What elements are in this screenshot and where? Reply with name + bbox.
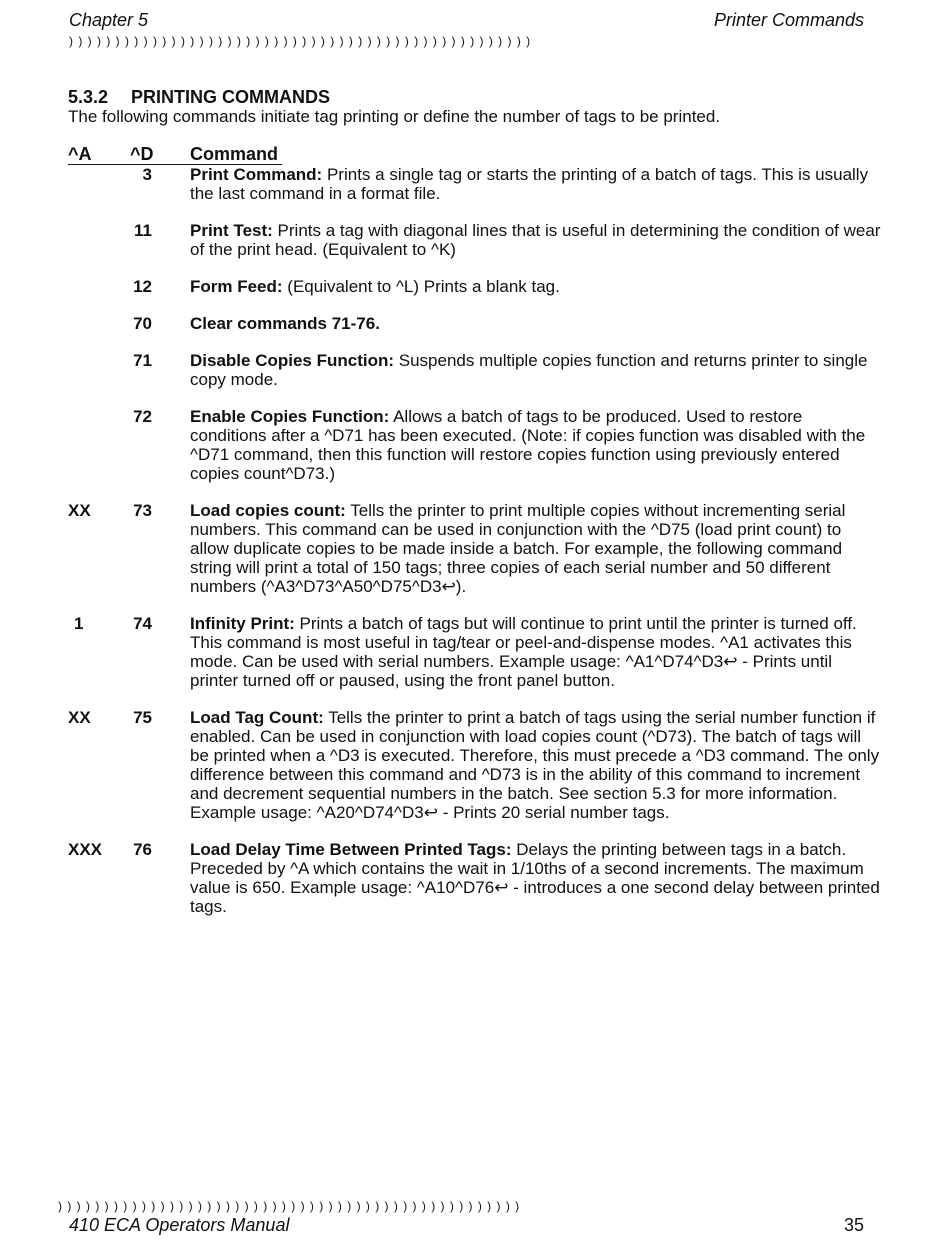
table-row — [68, 501, 883, 596]
row-d-cell — [130, 501, 190, 596]
row-a-value: 1 — [74, 614, 84, 633]
row-term: Load copies count: — [190, 501, 346, 520]
row-d-value: 71 — [133, 351, 152, 370]
row-term: Enable Copies Function: — [190, 407, 390, 426]
section-title: PRINTING COMMANDS — [131, 87, 330, 107]
row-description — [190, 314, 883, 333]
row-description — [190, 840, 883, 916]
row-a-value: XX — [68, 501, 91, 520]
row-desc: Suspends multiple copies function and returns printer to single copy mode. — [190, 351, 868, 389]
section-heading — [68, 88, 883, 107]
row-description — [190, 351, 883, 389]
command-table — [68, 165, 883, 916]
row-d-value: 11 — [134, 221, 152, 240]
row-d-value: 75 — [133, 708, 152, 727]
row-description — [190, 221, 883, 259]
table-row — [68, 614, 883, 690]
row-a-value — [68, 314, 130, 333]
table-row — [68, 221, 883, 259]
row-d-cell — [130, 221, 190, 259]
row-desc: (Equivalent to ^L) Prints a blank tag. — [282, 277, 560, 296]
column-header-d: ^D — [130, 144, 154, 164]
row-a-value — [68, 351, 130, 389]
row-description — [190, 501, 883, 596]
row-d-cell — [130, 708, 190, 822]
row-d-value: 74 — [133, 614, 152, 633]
row-term: Disable Copies Function: — [190, 351, 395, 370]
row-description — [190, 614, 883, 690]
row-desc: Delays the printing between tags in a batch. Preceded by ^A which contains the wait in 1/10ths of a second increments. The maximum value is 650. Example usage: ^A10^D76↩ - introduces a one second delay between printed tags. — [190, 840, 880, 916]
row-term: Load Tag Count: — [190, 708, 324, 727]
section-number: 5.3.2 — [68, 87, 109, 107]
header-decorative-rule: ) ) ) ) ) ) ) ) ) ) ) ) ) ) ) ) ) ) ) ) ) ) ) ) ) ) ) ) ) ) ) ) ) ) ) ) ) ) ) ) ) ) ) ) ) ) ) ) ) ) — [69, 34, 532, 48]
column-header-a: ^A — [68, 144, 92, 164]
table-row — [68, 314, 883, 333]
row-d-cell — [130, 840, 190, 916]
row-term: Clear commands 71-76. — [190, 314, 380, 333]
row-a-value — [68, 221, 130, 259]
row-d-cell — [130, 314, 190, 333]
table-row — [68, 840, 883, 916]
row-d-value: 73 — [133, 501, 152, 520]
row-desc: Prints a batch of tags but will continue to print until the printer is turned off. This command is most useful in tag/tear or peel-and-dispense modes. ^A1 activates this mode. Can be used with serial numbers. Example usage: ^A1^D74^D3↩ - Prints until printer turned off or paused, using the front panel button. — [190, 614, 857, 690]
section-intro: The following commands initiate tag printing or define the number of tags to be printed. — [68, 107, 721, 126]
row-term: Load Delay Time Between Printed Tags: — [190, 840, 512, 859]
row-d-cell — [130, 277, 190, 296]
row-description — [190, 708, 883, 822]
row-a-value — [68, 407, 130, 483]
chapter-label: Chapter 5 — [69, 10, 149, 30]
table-row — [68, 351, 883, 389]
row-d-value: 70 — [133, 314, 152, 333]
table-row — [68, 165, 883, 203]
table-row — [68, 277, 883, 296]
row-desc: Prints a tag with diagonal lines that is useful in determining the condition of wear of the print head. (Equivalent to ^K) — [190, 221, 881, 259]
row-d-value: 3 — [142, 165, 152, 184]
table-row — [68, 407, 883, 483]
row-d-cell — [130, 351, 190, 389]
row-desc: Tells the printer to print multiple copies without incrementing serial numbers. This command can be used in conjunction with the ^D75 (load print count) to allow duplicate copies to be made inside a batch. For example, the following command string will print a total of 150 tags; three copies of each serial number and 50 different numbers (^A3^D73^A50^D75^D3↩). — [190, 501, 846, 596]
table-row — [68, 708, 883, 822]
row-term: Print Command: — [190, 165, 323, 184]
row-desc: Allows a batch of tags to be produced. Used to restore conditions after a ^D71 has been executed. (Note: if copies function was disabled with the ^D71 command, then this function will restore copies function using previously entered copies count^D73.) — [190, 407, 866, 483]
page-content — [68, 88, 883, 934]
manual-title: 410 ECA Operators Manual — [69, 1215, 290, 1235]
column-header-command: Command — [190, 144, 279, 164]
row-description — [190, 165, 883, 203]
row-term: Print Test: — [190, 221, 273, 240]
row-d-value: 76 — [133, 840, 152, 859]
row-a-value: XX — [68, 708, 91, 727]
row-d-cell — [130, 614, 190, 690]
page-number: 35 — [843, 1215, 864, 1235]
row-d-cell — [130, 407, 190, 483]
row-a-value — [68, 277, 130, 296]
row-description — [190, 277, 883, 296]
row-a-value: XXX — [68, 840, 103, 859]
table-header — [68, 144, 282, 165]
row-d-cell — [130, 165, 190, 203]
row-d-value: 12 — [133, 277, 152, 296]
section-running-title: Printer Commands — [713, 10, 864, 30]
row-term: Form Feed: — [190, 277, 283, 296]
row-description — [190, 407, 883, 483]
row-a-value — [68, 165, 130, 203]
row-desc: Tells the printer to print a batch of tags using the serial number function if enabled. Can be used in conjunction with load copies count (^D73). The batch of tags will be printed when a ^D3 is executed. Therefore, this must precede a ^D3 command. The only difference between this command and ^D73 is in the ability of this command to increment and decrement sequential numbers in the batch. See section 5.3 for more information. Example usage: ^A20^D74^D3↩ - Prints 20 serial number tags. — [190, 708, 880, 822]
row-term: Infinity Print: — [190, 614, 295, 633]
footer-decorative-rule: ) ) ) ) ) ) ) ) ) ) ) ) ) ) ) ) ) ) ) ) ) ) ) ) ) ) ) ) ) ) ) ) ) ) ) ) ) ) ) ) ) ) ) ) ) ) ) ) ) ) — [58, 1199, 521, 1213]
row-d-value: 72 — [133, 407, 152, 426]
row-desc: Prints a single tag or starts the printing of a batch of tags. This is usually the last command in a format file. — [190, 165, 869, 203]
